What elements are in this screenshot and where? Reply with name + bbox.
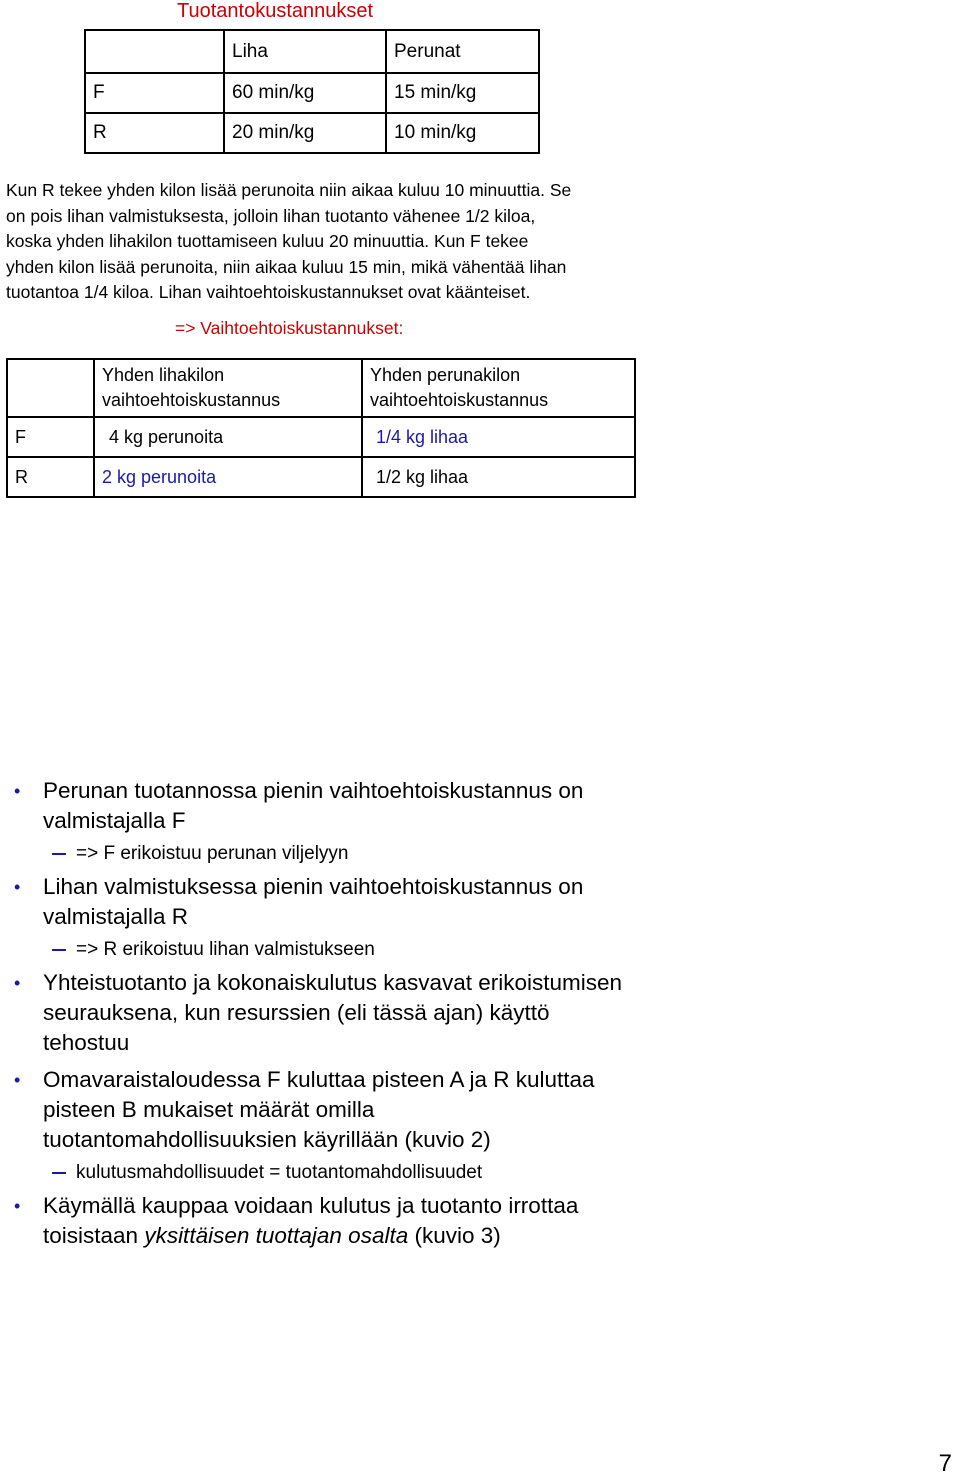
italic-text: yksittäisen tuottajan osalta (144, 1223, 409, 1248)
list-item (14, 872, 734, 932)
header-line: Yhden lihakilon (102, 365, 225, 385)
paragraph-line: on pois lihan valmistuksesta, jolloin lihan tuotanto vähenee 1/2 kiloa, (6, 205, 536, 226)
table-cell: R (7, 457, 94, 497)
table-cell: 15 min/kg (386, 73, 539, 113)
sub-list-item (14, 937, 734, 963)
table-cell: 10 min/kg (386, 113, 539, 153)
table-cell: 20 min/kg (224, 113, 386, 153)
list-item (14, 776, 734, 836)
table-row (7, 457, 635, 497)
bullet-line (43, 1221, 734, 1251)
table-row (85, 73, 539, 113)
bullet-line: Yhteistuotanto ja kokonaiskulutus kasvavat erikoistumisen (43, 970, 623, 995)
section-title: Tuotantokustannukset (177, 0, 374, 22)
text-span: toisistaan (43, 1223, 145, 1248)
opportunity-cost-title: => Vaihtoehtoiskustannukset: (175, 318, 404, 338)
bullet-line: Perunan tuotannossa pienin vaihtoehtoiskustannus on (43, 778, 584, 803)
opportunity-cost-table (6, 358, 636, 498)
bullet-line: tuotantomahdollisuuksien käyrillään (kuvio 2) (43, 1127, 491, 1152)
paragraph-line: tuotantoa 1/4 kiloa. Lihan vaihtoehtoiskustannukset ovat käänteiset. (6, 282, 531, 302)
table-header-row (7, 359, 635, 417)
table-header-perunat: Perunat (386, 30, 539, 73)
bullet-icon: • (14, 781, 21, 801)
production-cost-table (84, 29, 540, 154)
bullet-list (14, 776, 734, 1258)
table-header-liha: Liha (224, 30, 386, 73)
sub-item-text: => R erikoistuu lihan valmistukseen (76, 939, 375, 960)
header-line: vaihtoehtoiskustannus (370, 390, 549, 410)
bullet-line: tehostuu (43, 1030, 130, 1055)
dash-icon (52, 853, 66, 855)
bullet-icon: • (14, 877, 21, 897)
bullet-line: valmistajalla R (43, 904, 189, 929)
dash-icon (52, 949, 66, 951)
sub-item-text: => F erikoistuu perunan viljelyyn (76, 843, 349, 864)
sub-item-text: kulutusmahdollisuudet = tuotantomahdollisuudet (76, 1162, 483, 1183)
table-cell: F (7, 417, 94, 457)
table-row (7, 417, 635, 457)
dash-icon (52, 1172, 66, 1174)
bullet-icon: • (14, 1070, 21, 1090)
table-cell: 60 min/kg (224, 73, 386, 113)
table-cell: F (85, 73, 224, 113)
paragraph-line: yhden kilon lisää perunoita, niin aikaa kuluu 15 min, mikä vähentää lihan (6, 256, 567, 277)
table-header-potato (362, 359, 635, 417)
paragraph-line: koska yhden lihakilon tuottamiseen kuluu 20 minuuttia. Kun F tekee (6, 231, 529, 251)
paragraph-line: Kun R tekee yhden kilon lisää perunoita niin aikaa kuluu 10 minuuttia. Se (6, 180, 572, 200)
sub-list-item (14, 841, 734, 867)
table-cell: 1/4 kg lihaa (362, 417, 635, 457)
explanation-paragraph (6, 178, 706, 306)
bullet-icon: • (14, 973, 21, 993)
bullet-line: Omavaraistaloudessa F kuluttaa pisteen A ja R kuluttaa (43, 1067, 595, 1092)
bullet-icon: • (14, 1196, 21, 1216)
text-span: (kuvio 3) (408, 1223, 501, 1248)
header-line: Yhden perunakilon (370, 365, 521, 385)
sub-list-item (14, 1160, 734, 1186)
bullet-line: Käymällä kauppaa voidaan kulutus ja tuotanto irrottaa (43, 1193, 579, 1218)
list-item (14, 1065, 734, 1155)
table-cell: 4 kg perunoita (94, 417, 362, 457)
list-item (14, 1191, 734, 1251)
page-number: 7 (938, 1450, 952, 1477)
table-header-row (85, 30, 539, 73)
table-header-meat (94, 359, 362, 417)
list-item (14, 968, 734, 1058)
bullet-line: seurauksena, kun resurssien (eli tässä ajan) käyttö (43, 1000, 550, 1025)
bullet-line: valmistajalla F (43, 808, 186, 833)
table-cell: 1/2 kg lihaa (362, 457, 635, 497)
table-cell: R (85, 113, 224, 153)
table-cell: 2 kg perunoita (94, 457, 362, 497)
table-cell (7, 359, 94, 417)
bullet-line: pisteen B mukaiset määrät omilla (43, 1097, 375, 1122)
table-cell (85, 30, 224, 73)
table-row (85, 113, 539, 153)
bullet-line: Lihan valmistuksessa pienin vaihtoehtoiskustannus on (43, 874, 584, 899)
header-line: vaihtoehtoiskustannus (102, 390, 281, 410)
